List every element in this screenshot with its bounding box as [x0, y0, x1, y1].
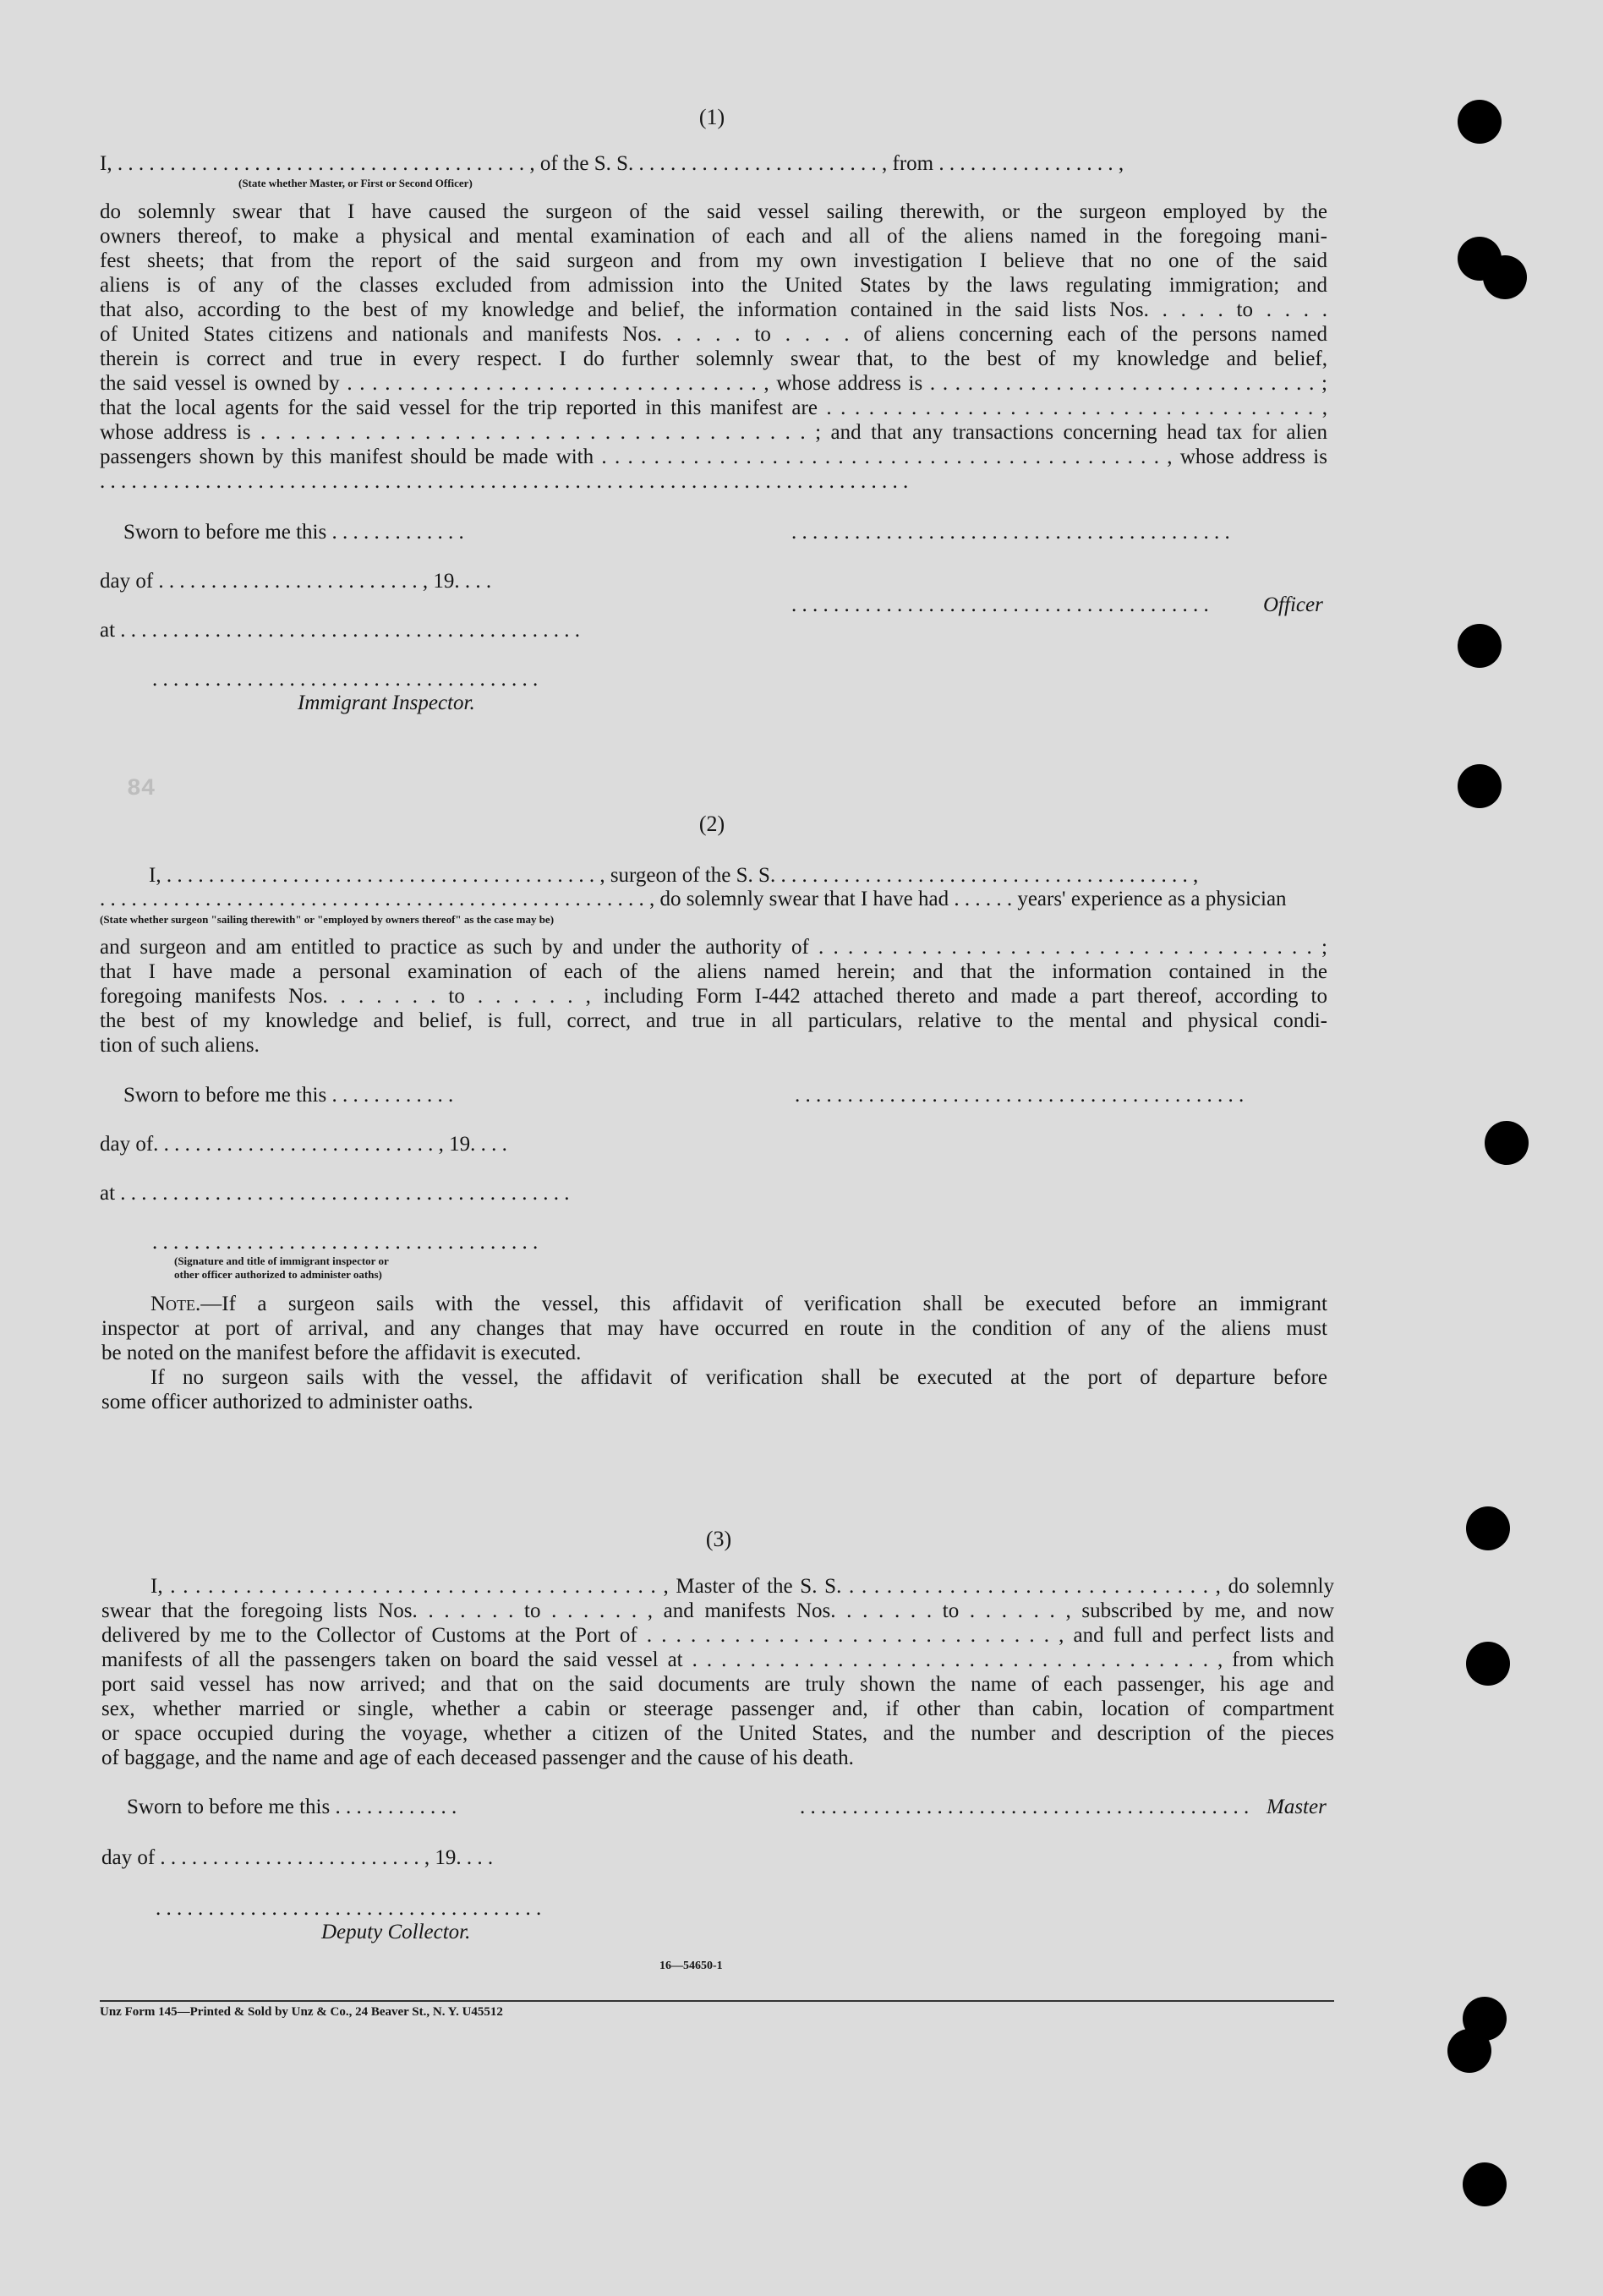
text-line: swear that the foregoing lists Nos. . . . . . . to . . . . . . , and manifests Nos. . . . . . . to . . . . . . , subscribed by me, and now — [101, 1599, 1334, 1622]
bleed-through-mark: 84 — [127, 776, 156, 802]
text-line: the said vessel is owned by . . . . . . . . . . . . . . . . . . . . . . . . . . . . . . . . . , whose address is . . . . . . . . . . . . . . . . . . . . . . . . . . . . . . . ; — [100, 372, 1327, 395]
punch-hole — [1463, 2162, 1507, 2206]
section-1-officer-dots: . . . . . . . . . . . . . . . . . . . . . . . . . . . . . . . . . . . . . . . . — [791, 593, 1209, 616]
section-3-body — [101, 1574, 1334, 1770]
text-line: of baggage, and the name and age of each deceased passenger and the cause of his death. — [101, 1747, 854, 1769]
note-line: If no surgeon sails with the vessel, the affidavit of verification shall be executed at the port of departure before — [150, 1366, 1327, 1389]
text-line: that the local agents for the said vessel for the trip reported in this manifest are . . . . . . . . . . . . . . . . . . . . . . . . . . . . . . . . . . . , — [100, 396, 1327, 419]
section-3-sworn: Sworn to before me this . . . . . . . . . . . . — [127, 1796, 457, 1818]
text-line: the best of my knowledge and belief, is full, correct, and true in all particulars, relative to the mental and physical condi- — [100, 1009, 1327, 1032]
section-3-master-label: Master — [1267, 1796, 1327, 1818]
section-2-number: (2) — [698, 812, 725, 836]
section-1-officer-label: Officer — [1263, 593, 1323, 616]
text-line: fest sheets; that from the report of the said surgeon and from my own investigation I believe that no one of the said — [100, 249, 1327, 272]
note-line: inspector at port of arrival, and any changes that may have occurred en route in the condition of any of the aliens must — [101, 1317, 1327, 1340]
section-2-sworn: Sworn to before me this . . . . . . . . . . . . — [123, 1084, 454, 1107]
text-line: whose address is . . . . . . . . . . . . . . . . . . . . . . . . . . . . . . . . . . . . . ; and that any transactions concerning head tax for alien — [100, 421, 1327, 444]
section-1-inspector-label: Immigrant Inspector. — [298, 692, 475, 714]
note-line: be noted on the manifest before the affidavit is executed. — [101, 1342, 582, 1364]
section-1-day: day of . . . . . . . . . . . . . . . . . . . . . . . . . , 19. . . . — [100, 570, 492, 593]
text-line: . . . . . . . . . . . . . . . . . . . . . . . . . . . . . . . . . . . . . . . . . . . . . . . . . . . . . . . . . . . . . . . . . . . . . . . . . . . . . — [100, 470, 909, 493]
text-line: owners thereof, to make a physical and mental examination of each and all of the aliens named in the foregoing mani- — [100, 225, 1327, 248]
text-line: passengers shown by this manifest should be made with . . . . . . . . . . . . . . . . . . . . . . . . . . . . . . . . . . . . . . . . . . . , whose address is — [100, 446, 1327, 468]
text-line: that also, according to the best of my knowledge and belief, the information contained in the said lists Nos. . . . . to . . . . — [100, 298, 1327, 321]
section-2-note — [101, 1292, 1327, 1414]
section-3-collector-dots: . . . . . . . . . . . . . . . . . . . . . . . . . . . . . . . . . . . . . — [156, 1897, 542, 1920]
text-line: sex, whether married or single, whether a cabin or steerage passenger and, if other than cabin, location of compartment — [101, 1697, 1334, 1720]
section-2-sublabel: (State whether surgeon "sailing therewith" or "employed by owners thereof" as the case may be) — [100, 913, 555, 926]
section-2-body — [100, 935, 1327, 1058]
note-line — [101, 1292, 1327, 1316]
punch-hole — [1466, 1506, 1510, 1550]
text-line: that I have made a personal examination of each of the aliens named herein; and that the information contained in the — [100, 960, 1327, 983]
text-line: do solemnly swear that I have caused the surgeon of the said vessel sailing therewith, or the surgeon employed by the — [100, 200, 1327, 223]
text-line: therein is correct and true in every respect. I do further solemnly swear that, to the best of my knowledge and belief, — [100, 347, 1327, 370]
section-3-day: day of . . . . . . . . . . . . . . . . . . . . . . . . . , 19. . . . — [101, 1846, 494, 1869]
note-text: —If a surgeon sails with the vessel, this affidavit of verification shall be executed before an immigrant — [200, 1293, 1327, 1315]
footer-rule — [100, 2000, 1334, 2002]
section-1-inspector-dots: . . . . . . . . . . . . . . . . . . . . . . . . . . . . . . . . . . . . . — [152, 668, 539, 691]
text-line: of United States citizens and nationals and manifests Nos. . . . . to . . . . of aliens concerning each of the persons named — [100, 323, 1327, 346]
note-line: some officer authorized to administer oaths. — [101, 1391, 473, 1413]
punch-hole — [1447, 2029, 1491, 2073]
section-2-signature-dots: . . . . . . . . . . . . . . . . . . . . . . . . . . . . . . . . . . . . . . . . . . . — [795, 1084, 1245, 1107]
note-label: Note. — [150, 1293, 201, 1315]
section-1-first-line: I, . . . . . . . . . . . . . . . . . . . . . . . . . . . . . . . . . . . . . . . , of the S. S. . . . . . . . . . . . . . . . . . . . . . . . , from . . . . . . . . . . . . . . . . . , — [100, 152, 1124, 175]
punch-hole — [1458, 764, 1502, 808]
section-1-sworn: Sworn to before me this . . . . . . . . . . . . . — [123, 521, 464, 544]
form-number: 16—54650-1 — [659, 1960, 723, 1972]
punch-hole — [1483, 255, 1527, 299]
text-line: aliens is of any of the classes excluded from admission into the United States by the laws regulating immigration; and — [100, 274, 1327, 297]
section-2-first-line: I, . . . . . . . . . . . . . . . . . . . . . . . . . . . . . . . . . . . . . . . . . , surgeon of the S. S. . . . . . . . . . . . . . . . . . . . . . . . . . . . . . . . . . . . . . . . , — [149, 864, 1199, 887]
text-line: foregoing manifests Nos. . . . . . . to . . . . . . , including Form I-442 attached thereto and made a part thereof, according to — [100, 985, 1327, 1008]
section-2-inspector-dots: . . . . . . . . . . . . . . . . . . . . . . . . . . . . . . . . . . . . . — [152, 1231, 539, 1254]
section-2-at: at . . . . . . . . . . . . . . . . . . . . . . . . . . . . . . . . . . . . . . . . . . . — [100, 1182, 570, 1205]
text-line: I, . . . . . . . . . . . . . . . . . . . . . . . . . . . . . . . . . . . . . . . , Master of the S. S. . . . . . . . . . . . . . . . . . . . . . . . . . . . . . , do solemnly — [150, 1575, 1334, 1598]
section-3-collector-label: Deputy Collector. — [321, 1921, 471, 1943]
punch-hole — [1458, 624, 1502, 668]
text-line: or space occupied during the voyage, whether a citizen of the United States, and the number and description of the pieces — [101, 1722, 1334, 1745]
section-2-day: day of. . . . . . . . . . . . . . . . . . . . . . . . . . . , 19. . . . — [100, 1133, 507, 1156]
text-line: manifests of all the passengers taken on board the said vessel at . . . . . . . . . . . . . . . . . . . . . . . . . . . . . . . . . . . . , from which — [101, 1648, 1334, 1671]
text-line: tion of such aliens. — [100, 1034, 260, 1057]
section-1-number: (1) — [698, 105, 725, 129]
section-3-master-dots: . . . . . . . . . . . . . . . . . . . . . . . . . . . . . . . . . . . . . . . . . . . — [800, 1796, 1250, 1818]
section-1-body — [100, 200, 1327, 494]
printer-footer: Unz Form 145—Printed & Sold by Unz & Co., 24 Beaver St., N. Y. U45512 — [100, 2005, 503, 2019]
section-2-signature-caption: other officer authorized to administer oaths) — [174, 1268, 382, 1281]
section-3-number: (3) — [705, 1527, 732, 1551]
punch-hole — [1458, 100, 1502, 144]
section-2-signature-caption: (Signature and title of immigrant inspector or — [174, 1255, 389, 1267]
text-line: port said vessel has now arrived; and that on the said documents are truly shown the name of each passenger, his age and — [101, 1673, 1334, 1696]
text-line: delivered by me to the Collector of Customs at the Port of . . . . . . . . . . . . . . . . . . . . . . . . . . . . , and full and perfect lists and — [101, 1624, 1334, 1647]
section-1-sublabel: (State whether Master, or First or Second Officer) — [238, 177, 473, 189]
section-1-signature-dots: . . . . . . . . . . . . . . . . . . . . . . . . . . . . . . . . . . . . . . . . . . — [791, 521, 1230, 544]
punch-hole — [1466, 1642, 1510, 1686]
punch-hole — [1485, 1121, 1529, 1165]
section-2-second-line: . . . . . . . . . . . . . . . . . . . . . . . . . . . . . . . . . . . . . . . . . . . . . . . . . . . . , do solemnly swear that I have had . . . . . . years' experience as a physician — [100, 888, 1287, 910]
text-line: and surgeon and am entitled to practice as such by and under the authority of . . . . . . . . . . . . . . . . . . . . . . . . . . . . . . . . . . ; — [100, 936, 1327, 959]
section-1-at: at . . . . . . . . . . . . . . . . . . . . . . . . . . . . . . . . . . . . . . . . . . . . — [100, 619, 581, 642]
